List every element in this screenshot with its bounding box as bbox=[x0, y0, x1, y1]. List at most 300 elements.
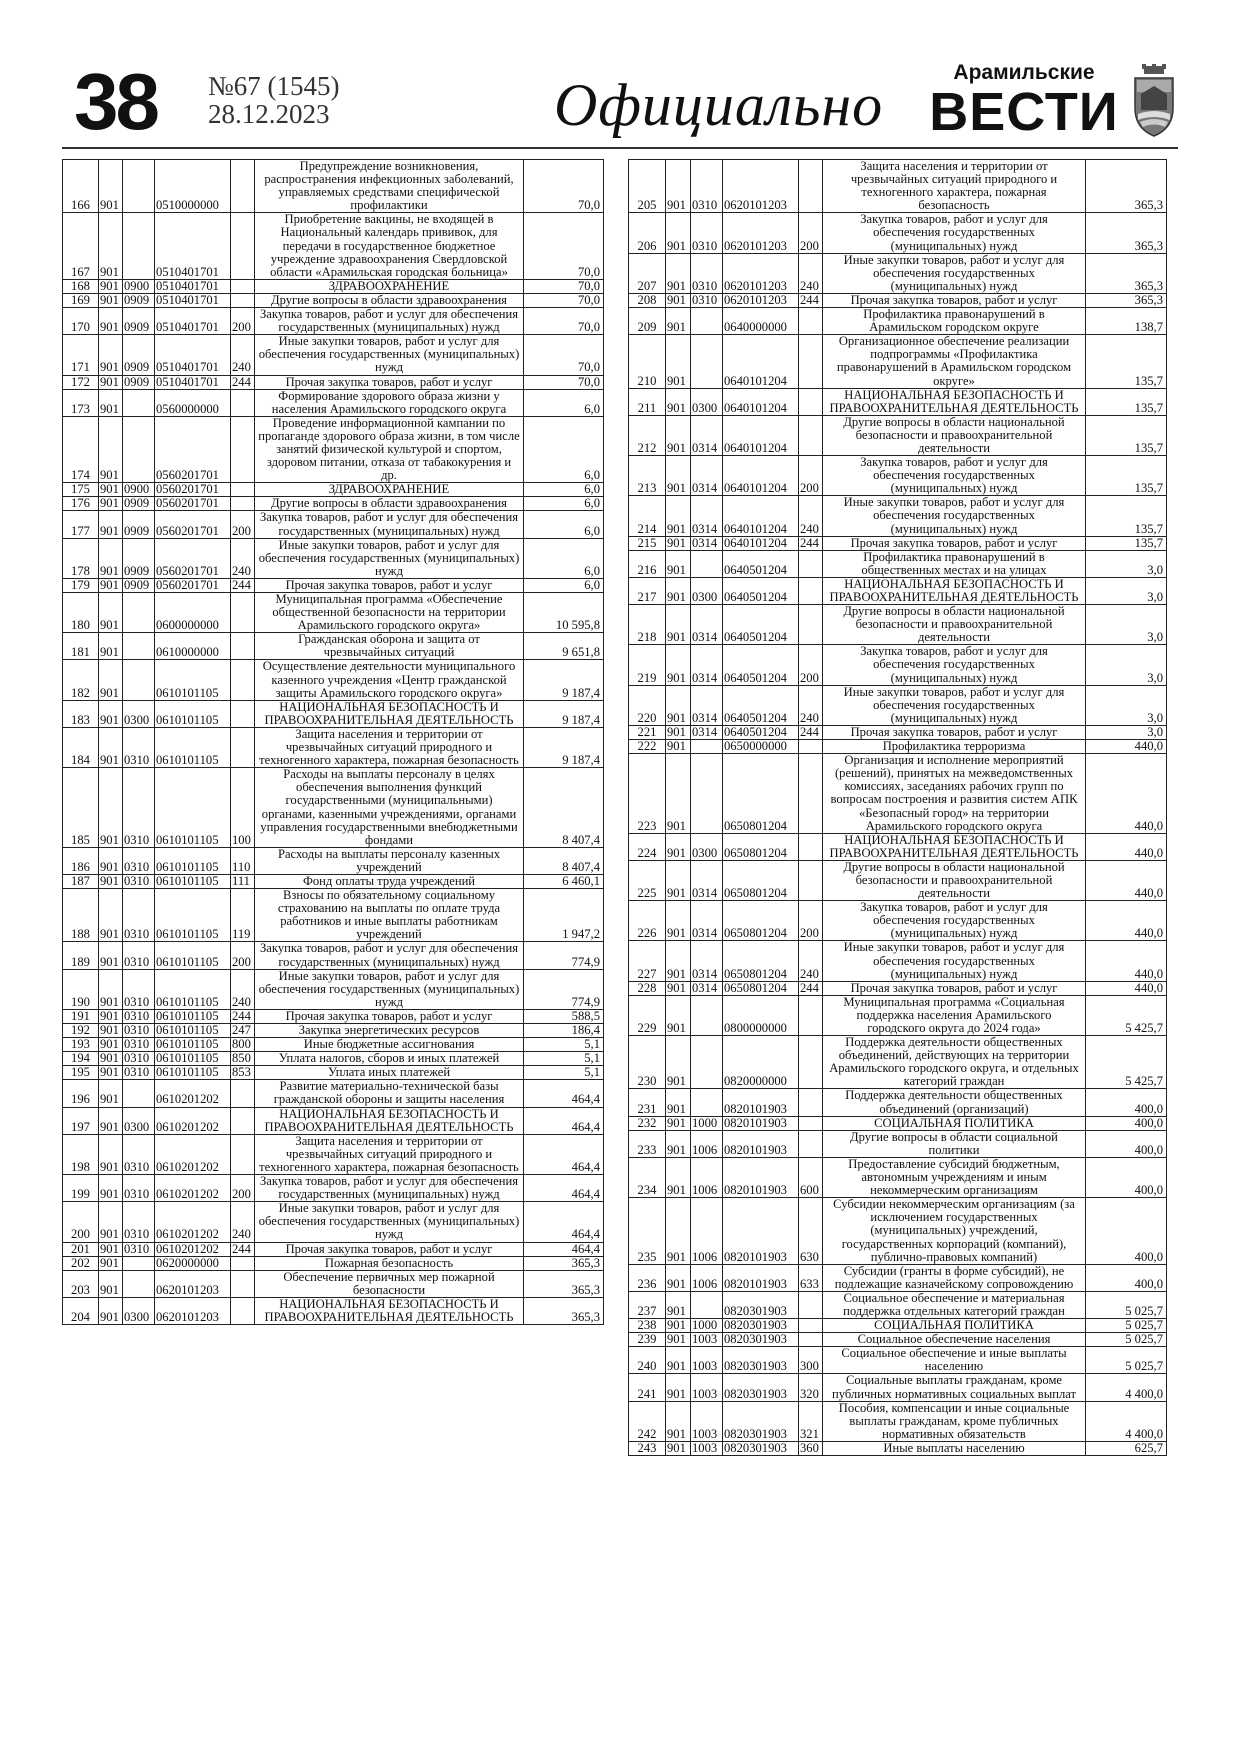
amount: 70,0 bbox=[524, 308, 604, 335]
target-code: 0640101204 bbox=[723, 335, 799, 388]
item-description: СОЦИАЛЬНАЯ ПОЛИТИКА bbox=[823, 1319, 1086, 1333]
section-code: 0314 bbox=[691, 645, 723, 685]
target-code: 0610201202 bbox=[155, 1202, 231, 1242]
target-code: 0610101105 bbox=[155, 768, 231, 848]
row-number: 212 bbox=[629, 415, 666, 455]
amount: 3,0 bbox=[1086, 685, 1167, 725]
expense-type-code: 240 bbox=[799, 496, 823, 536]
dept-code: 901 bbox=[99, 578, 123, 592]
item-description: Прочая закупка товаров, работ и услуг bbox=[823, 981, 1086, 995]
target-code: 0640101204 bbox=[723, 496, 799, 536]
item-description: Прочая закупка товаров, работ и услуг bbox=[823, 536, 1086, 550]
expense-type-code: 244 bbox=[231, 578, 255, 592]
expense-type-code: 200 bbox=[231, 1175, 255, 1202]
amount: 9 187,4 bbox=[524, 700, 604, 727]
row-number: 215 bbox=[629, 536, 666, 550]
dept-code: 901 bbox=[99, 1009, 123, 1023]
table-row bbox=[629, 1198, 1167, 1264]
target-code: 0640501204 bbox=[723, 550, 799, 577]
row-number: 202 bbox=[63, 1256, 99, 1270]
expense-type-code: 244 bbox=[231, 1242, 255, 1256]
target-code: 0650000000 bbox=[723, 740, 799, 754]
section-code: 0314 bbox=[691, 901, 723, 941]
row-number: 204 bbox=[63, 1297, 99, 1324]
row-number: 189 bbox=[63, 942, 99, 969]
item-description: Приобретение вакцины, не входящей в Национальный календарь прививок, для передачи в государственное бюджетное учреждение здравоохранения Свердловской области «Арамильская городская больница» bbox=[255, 213, 524, 279]
table-row bbox=[63, 1175, 604, 1202]
dept-code: 901 bbox=[666, 1441, 691, 1455]
section-code: 0314 bbox=[691, 941, 723, 981]
section-code: 0900 bbox=[123, 279, 155, 293]
table-row bbox=[63, 293, 604, 307]
amount: 464,4 bbox=[524, 1242, 604, 1256]
section-code: 0314 bbox=[691, 456, 723, 496]
amount: 440,0 bbox=[1086, 833, 1167, 860]
row-number: 218 bbox=[629, 605, 666, 645]
item-description: Поддержка деятельности общественных объединений, действующих на территории Арамильского городского округа, и отдельных категорий граждан bbox=[823, 1036, 1086, 1089]
amount: 5 025,7 bbox=[1086, 1347, 1167, 1374]
target-code: 0620101203 bbox=[155, 1297, 231, 1324]
newspaper-logo bbox=[924, 62, 1124, 140]
table-row bbox=[629, 645, 1167, 685]
expense-type-code: 200 bbox=[799, 213, 823, 253]
table-row bbox=[63, 593, 604, 633]
dept-code: 901 bbox=[99, 375, 123, 389]
amount: 464,4 bbox=[524, 1175, 604, 1202]
target-code: 0640101204 bbox=[723, 415, 799, 455]
row-number: 178 bbox=[63, 538, 99, 578]
row-number: 166 bbox=[63, 160, 99, 213]
section-code bbox=[123, 416, 155, 482]
expense-type-code bbox=[231, 1134, 255, 1174]
row-number: 171 bbox=[63, 335, 99, 375]
amount: 5 425,7 bbox=[1086, 995, 1167, 1035]
table-row bbox=[63, 1134, 604, 1174]
dept-code: 901 bbox=[666, 1198, 691, 1264]
expense-type-code bbox=[231, 633, 255, 660]
amount: 6,0 bbox=[524, 511, 604, 538]
left-table-column bbox=[62, 159, 604, 1325]
item-description: Иные бюджетные ассигнования bbox=[255, 1038, 524, 1052]
amount: 6 460,1 bbox=[524, 874, 604, 888]
table-row bbox=[63, 308, 604, 335]
table-row bbox=[629, 160, 1167, 213]
expense-type-code bbox=[231, 279, 255, 293]
dept-code: 901 bbox=[666, 645, 691, 685]
table-row bbox=[629, 860, 1167, 900]
row-number: 200 bbox=[63, 1202, 99, 1242]
row-number: 201 bbox=[63, 1242, 99, 1256]
section-code: 0310 bbox=[123, 1202, 155, 1242]
expense-type-code: 244 bbox=[231, 375, 255, 389]
expense-type-code: 850 bbox=[231, 1052, 255, 1066]
row-number: 183 bbox=[63, 700, 99, 727]
section-code: 0310 bbox=[123, 1066, 155, 1080]
item-description: Фонд оплаты труда учреждений bbox=[255, 874, 524, 888]
section-code bbox=[691, 550, 723, 577]
item-description: Иные закупки товаров, работ и услуг для обеспечения государственных (муниципальных) нужд bbox=[255, 969, 524, 1009]
amount: 440,0 bbox=[1086, 901, 1167, 941]
expense-type-code bbox=[799, 1291, 823, 1318]
section-code bbox=[691, 995, 723, 1035]
table-row bbox=[63, 483, 604, 497]
dept-code: 901 bbox=[99, 942, 123, 969]
dept-code: 901 bbox=[666, 1333, 691, 1347]
table-row bbox=[629, 536, 1167, 550]
logo-main-text: ВЕСТИ bbox=[929, 82, 1119, 142]
expense-type-code: 240 bbox=[231, 538, 255, 578]
section-code: 0909 bbox=[123, 538, 155, 578]
target-code: 0820301903 bbox=[723, 1319, 799, 1333]
amount: 3,0 bbox=[1086, 645, 1167, 685]
table-row bbox=[629, 415, 1167, 455]
expense-type-code bbox=[799, 1130, 823, 1157]
target-code: 0640501204 bbox=[723, 577, 799, 604]
amount: 9 187,4 bbox=[524, 660, 604, 700]
row-number: 229 bbox=[629, 995, 666, 1035]
dept-code: 901 bbox=[666, 496, 691, 536]
dept-code: 901 bbox=[666, 1291, 691, 1318]
item-description: Прочая закупка товаров, работ и услуг bbox=[255, 1009, 524, 1023]
target-code: 0610101105 bbox=[155, 1038, 231, 1052]
expense-type-code: 240 bbox=[799, 253, 823, 293]
row-number: 243 bbox=[629, 1441, 666, 1455]
item-description: НАЦИОНАЛЬНАЯ БЕЗОПАСНОСТЬ И ПРАВООХРАНИТЕЛЬНАЯ ДЕЯТЕЛЬНОСТЬ bbox=[255, 700, 524, 727]
table-row bbox=[63, 1270, 604, 1297]
section-code: 0300 bbox=[123, 700, 155, 727]
row-number: 186 bbox=[63, 847, 99, 874]
amount: 3,0 bbox=[1086, 577, 1167, 604]
table-row bbox=[629, 1319, 1167, 1333]
amount: 400,0 bbox=[1086, 1198, 1167, 1264]
amount: 440,0 bbox=[1086, 740, 1167, 754]
item-description: Уплата иных платежей bbox=[255, 1066, 524, 1080]
target-code: 0820301903 bbox=[723, 1333, 799, 1347]
target-code: 0510401701 bbox=[155, 375, 231, 389]
item-description: Закупка товаров, работ и услуг для обеспечения государственных (муниципальных) нужд bbox=[823, 901, 1086, 941]
dept-code: 901 bbox=[666, 860, 691, 900]
row-number: 230 bbox=[629, 1036, 666, 1089]
item-description: Развитие материально-технической базы гражданской обороны и защиты населения bbox=[255, 1080, 524, 1107]
target-code: 0820301903 bbox=[723, 1374, 799, 1401]
target-code: 0610201202 bbox=[155, 1242, 231, 1256]
table-row bbox=[629, 833, 1167, 860]
amount: 6,0 bbox=[524, 483, 604, 497]
target-code: 0560201701 bbox=[155, 538, 231, 578]
expense-type-code bbox=[799, 577, 823, 604]
amount: 6,0 bbox=[524, 578, 604, 592]
target-code: 0560000000 bbox=[155, 389, 231, 416]
item-description: Закупка товаров, работ и услуг для обеспечения государственных (муниципальных) нужд bbox=[823, 456, 1086, 496]
amount: 6,0 bbox=[524, 497, 604, 511]
section-code bbox=[123, 389, 155, 416]
dept-code: 901 bbox=[666, 388, 691, 415]
target-code: 0610101105 bbox=[155, 1024, 231, 1038]
table-row bbox=[63, 942, 604, 969]
dept-code: 901 bbox=[99, 1242, 123, 1256]
row-number: 223 bbox=[629, 754, 666, 834]
dept-code: 901 bbox=[666, 1116, 691, 1130]
section-code: 0310 bbox=[691, 253, 723, 293]
row-number: 210 bbox=[629, 335, 666, 388]
expense-type-code bbox=[799, 335, 823, 388]
section-code bbox=[123, 1080, 155, 1107]
amount: 365,3 bbox=[1086, 160, 1167, 213]
expense-type-code: 320 bbox=[799, 1374, 823, 1401]
dept-code: 901 bbox=[99, 847, 123, 874]
dept-code: 901 bbox=[99, 874, 123, 888]
item-description: Поддержка деятельности общественных объединений (организаций) bbox=[823, 1089, 1086, 1116]
table-row bbox=[63, 538, 604, 578]
expense-type-code bbox=[231, 160, 255, 213]
expense-type-code bbox=[231, 389, 255, 416]
expense-type-code bbox=[799, 1089, 823, 1116]
dept-code: 901 bbox=[99, 1080, 123, 1107]
row-number: 179 bbox=[63, 578, 99, 592]
table-row bbox=[629, 1036, 1167, 1089]
expense-type-code: 300 bbox=[799, 1347, 823, 1374]
table-row bbox=[629, 253, 1167, 293]
amount: 6,0 bbox=[524, 416, 604, 482]
amount: 625,7 bbox=[1086, 1441, 1167, 1455]
expense-type-code bbox=[231, 727, 255, 767]
amount: 464,4 bbox=[524, 1107, 604, 1134]
table-row bbox=[63, 874, 604, 888]
section-code: 0314 bbox=[691, 536, 723, 550]
table-row bbox=[629, 550, 1167, 577]
amount: 5,1 bbox=[524, 1066, 604, 1080]
target-code: 0510401701 bbox=[155, 308, 231, 335]
dept-code: 901 bbox=[666, 456, 691, 496]
row-number: 170 bbox=[63, 308, 99, 335]
target-code: 0640101204 bbox=[723, 388, 799, 415]
issue-date: 28.12.2023 bbox=[208, 99, 330, 129]
item-description: Пожарная безопасность bbox=[255, 1256, 524, 1270]
row-number: 207 bbox=[629, 253, 666, 293]
item-description: Другие вопросы в области социальной политики bbox=[823, 1130, 1086, 1157]
target-code: 0820301903 bbox=[723, 1441, 799, 1455]
table-row bbox=[629, 1089, 1167, 1116]
table-row bbox=[63, 497, 604, 511]
target-code: 0820101903 bbox=[723, 1198, 799, 1264]
item-description: Социальные выплаты гражданам, кроме публичных нормативных социальных выплат bbox=[823, 1374, 1086, 1401]
item-description: Обеспечение первичных мер пожарной безопасности bbox=[255, 1270, 524, 1297]
dept-code: 901 bbox=[99, 497, 123, 511]
amount: 3,0 bbox=[1086, 605, 1167, 645]
dept-code: 901 bbox=[99, 308, 123, 335]
target-code: 0620000000 bbox=[155, 1256, 231, 1270]
expense-type-code: 244 bbox=[231, 1009, 255, 1023]
amount: 464,4 bbox=[524, 1080, 604, 1107]
section-code bbox=[691, 740, 723, 754]
amount: 365,3 bbox=[524, 1256, 604, 1270]
section-code bbox=[691, 335, 723, 388]
amount: 135,7 bbox=[1086, 536, 1167, 550]
row-number: 206 bbox=[629, 213, 666, 253]
target-code: 0640501204 bbox=[723, 605, 799, 645]
item-description: НАЦИОНАЛЬНАЯ БЕЗОПАСНОСТЬ И ПРАВООХРАНИТЕЛЬНАЯ ДЕЯТЕЛЬНОСТЬ bbox=[255, 1297, 524, 1324]
dept-code: 901 bbox=[99, 416, 123, 482]
section-code bbox=[123, 160, 155, 213]
table-row bbox=[629, 1347, 1167, 1374]
target-code: 0620101203 bbox=[723, 293, 799, 307]
target-code: 0620101203 bbox=[723, 213, 799, 253]
page-header bbox=[66, 57, 1176, 150]
target-code: 0610101105 bbox=[155, 969, 231, 1009]
expense-type-code bbox=[799, 740, 823, 754]
amount: 400,0 bbox=[1086, 1130, 1167, 1157]
row-number: 209 bbox=[629, 308, 666, 335]
table-row bbox=[63, 889, 604, 942]
row-number: 205 bbox=[629, 160, 666, 213]
row-number: 232 bbox=[629, 1116, 666, 1130]
target-code: 0560201701 bbox=[155, 497, 231, 511]
amount: 365,3 bbox=[1086, 253, 1167, 293]
target-code: 0820101903 bbox=[723, 1089, 799, 1116]
row-number: 217 bbox=[629, 577, 666, 604]
expense-type-code bbox=[799, 754, 823, 834]
dept-code: 901 bbox=[666, 981, 691, 995]
dept-code: 901 bbox=[666, 415, 691, 455]
item-description: Гражданская оборона и защита от чрезвычайных ситуаций bbox=[255, 633, 524, 660]
dept-code: 901 bbox=[666, 1089, 691, 1116]
expense-type-code bbox=[799, 308, 823, 335]
section-code bbox=[691, 308, 723, 335]
section-code bbox=[691, 754, 723, 834]
row-number: 199 bbox=[63, 1175, 99, 1202]
budget-table-left bbox=[62, 159, 604, 1325]
item-description: Социальное обеспечение населения bbox=[823, 1333, 1086, 1347]
expense-type-code bbox=[231, 213, 255, 279]
section-code: 0310 bbox=[691, 160, 723, 213]
section-code: 0310 bbox=[123, 727, 155, 767]
target-code: 0560201701 bbox=[155, 578, 231, 592]
row-number: 172 bbox=[63, 375, 99, 389]
target-code: 0800000000 bbox=[723, 995, 799, 1035]
target-code: 0610101105 bbox=[155, 727, 231, 767]
dept-code: 901 bbox=[99, 1038, 123, 1052]
target-code: 0510401701 bbox=[155, 213, 231, 279]
amount: 135,7 bbox=[1086, 456, 1167, 496]
item-description: Профилактика правонарушений в Арамильском городском округе bbox=[823, 308, 1086, 335]
target-code: 0610201202 bbox=[155, 1134, 231, 1174]
section-code bbox=[123, 660, 155, 700]
expense-type-code: 321 bbox=[799, 1401, 823, 1441]
dept-code: 901 bbox=[99, 1066, 123, 1080]
target-code: 0600000000 bbox=[155, 593, 231, 633]
expense-type-code: 111 bbox=[231, 874, 255, 888]
item-description: СОЦИАЛЬНАЯ ПОЛИТИКА bbox=[823, 1116, 1086, 1130]
dept-code: 901 bbox=[666, 605, 691, 645]
item-description: Закупка товаров, работ и услуг для обеспечения государственных (муниципальных) нужд bbox=[823, 645, 1086, 685]
item-description: Формирование здорового образа жизни у населения Арамильского городского округа bbox=[255, 389, 524, 416]
item-description: Закупка товаров, работ и услуг для обеспечения государственных (муниципальных) нужд bbox=[823, 213, 1086, 253]
expense-type-code bbox=[799, 995, 823, 1035]
target-code: 0820000000 bbox=[723, 1036, 799, 1089]
row-number: 224 bbox=[629, 833, 666, 860]
item-description: Пособия, компенсации и иные социальные выплаты гражданам, кроме публичных нормативных обязательств bbox=[823, 1401, 1086, 1441]
expense-type-code bbox=[231, 497, 255, 511]
table-row bbox=[63, 511, 604, 538]
amount: 5,1 bbox=[524, 1038, 604, 1052]
row-number: 235 bbox=[629, 1198, 666, 1264]
expense-type-code: 240 bbox=[231, 1202, 255, 1242]
item-description: Иные закупки товаров, работ и услуг для обеспечения государственных (муниципальных) нужд bbox=[255, 335, 524, 375]
table-row bbox=[63, 1107, 604, 1134]
amount: 135,7 bbox=[1086, 335, 1167, 388]
dept-code: 901 bbox=[666, 1347, 691, 1374]
expense-type-code: 240 bbox=[799, 685, 823, 725]
table-row bbox=[629, 740, 1167, 754]
amount: 4 400,0 bbox=[1086, 1401, 1167, 1441]
row-number: 167 bbox=[63, 213, 99, 279]
expense-type-code bbox=[231, 660, 255, 700]
dept-code: 901 bbox=[666, 577, 691, 604]
row-number: 222 bbox=[629, 740, 666, 754]
row-number: 238 bbox=[629, 1319, 666, 1333]
amount: 70,0 bbox=[524, 160, 604, 213]
section-code: 0314 bbox=[691, 415, 723, 455]
expense-type-code bbox=[231, 700, 255, 727]
item-description: Муниципальная программа «Обеспечение общественной безопасности на территории Арамильского городского округа» bbox=[255, 593, 524, 633]
amount: 365,3 bbox=[524, 1297, 604, 1324]
row-number: 239 bbox=[629, 1333, 666, 1347]
item-description: Субсидии (гранты в форме субсидий), не подлежащие казначейскому сопровождению bbox=[823, 1264, 1086, 1291]
table-row bbox=[629, 388, 1167, 415]
dept-code: 901 bbox=[666, 725, 691, 739]
section-code bbox=[123, 1270, 155, 1297]
item-description: Иные закупки товаров, работ и услуг для обеспечения государственных (муниципальных) нужд bbox=[823, 941, 1086, 981]
section-code: 0300 bbox=[691, 388, 723, 415]
expense-type-code bbox=[799, 605, 823, 645]
target-code: 0510401701 bbox=[155, 335, 231, 375]
target-code: 0820101903 bbox=[723, 1157, 799, 1197]
target-code: 0640000000 bbox=[723, 308, 799, 335]
dept-code: 901 bbox=[99, 768, 123, 848]
expense-type-code bbox=[799, 415, 823, 455]
dept-code: 901 bbox=[99, 1175, 123, 1202]
table-row bbox=[63, 1297, 604, 1324]
table-row bbox=[629, 685, 1167, 725]
item-description: НАЦИОНАЛЬНАЯ БЕЗОПАСНОСТЬ И ПРАВООХРАНИТЕЛЬНАЯ ДЕЯТЕЛЬНОСТЬ bbox=[823, 577, 1086, 604]
amount: 464,4 bbox=[524, 1202, 604, 1242]
row-number: 192 bbox=[63, 1024, 99, 1038]
amount: 70,0 bbox=[524, 213, 604, 279]
target-code: 0640501204 bbox=[723, 645, 799, 685]
logo-top-text: Арамильские bbox=[953, 61, 1095, 84]
item-description: Другие вопросы в области здравоохранения bbox=[255, 497, 524, 511]
expense-type-code: 360 bbox=[799, 1441, 823, 1455]
section-code: 0300 bbox=[123, 1107, 155, 1134]
amount: 464,4 bbox=[524, 1134, 604, 1174]
item-description: Социальное обеспечение и материальная поддержка отдельных категорий граждан bbox=[823, 1291, 1086, 1318]
expense-type-code bbox=[799, 388, 823, 415]
expense-type-code: 244 bbox=[799, 725, 823, 739]
dept-code: 901 bbox=[666, 1036, 691, 1089]
amount: 440,0 bbox=[1086, 941, 1167, 981]
target-code: 0610101105 bbox=[155, 874, 231, 888]
section-code: 0900 bbox=[123, 483, 155, 497]
section-code: 0909 bbox=[123, 375, 155, 389]
dept-code: 901 bbox=[99, 700, 123, 727]
item-description: Взносы по обязательному социальному страхованию на выплаты по оплате труда работников и иные выплаты работникам учреждений bbox=[255, 889, 524, 942]
expense-type-code bbox=[231, 416, 255, 482]
row-number: 203 bbox=[63, 1270, 99, 1297]
table-row bbox=[63, 416, 604, 482]
row-number: 175 bbox=[63, 483, 99, 497]
amount: 3,0 bbox=[1086, 550, 1167, 577]
expense-type-code: 200 bbox=[231, 511, 255, 538]
